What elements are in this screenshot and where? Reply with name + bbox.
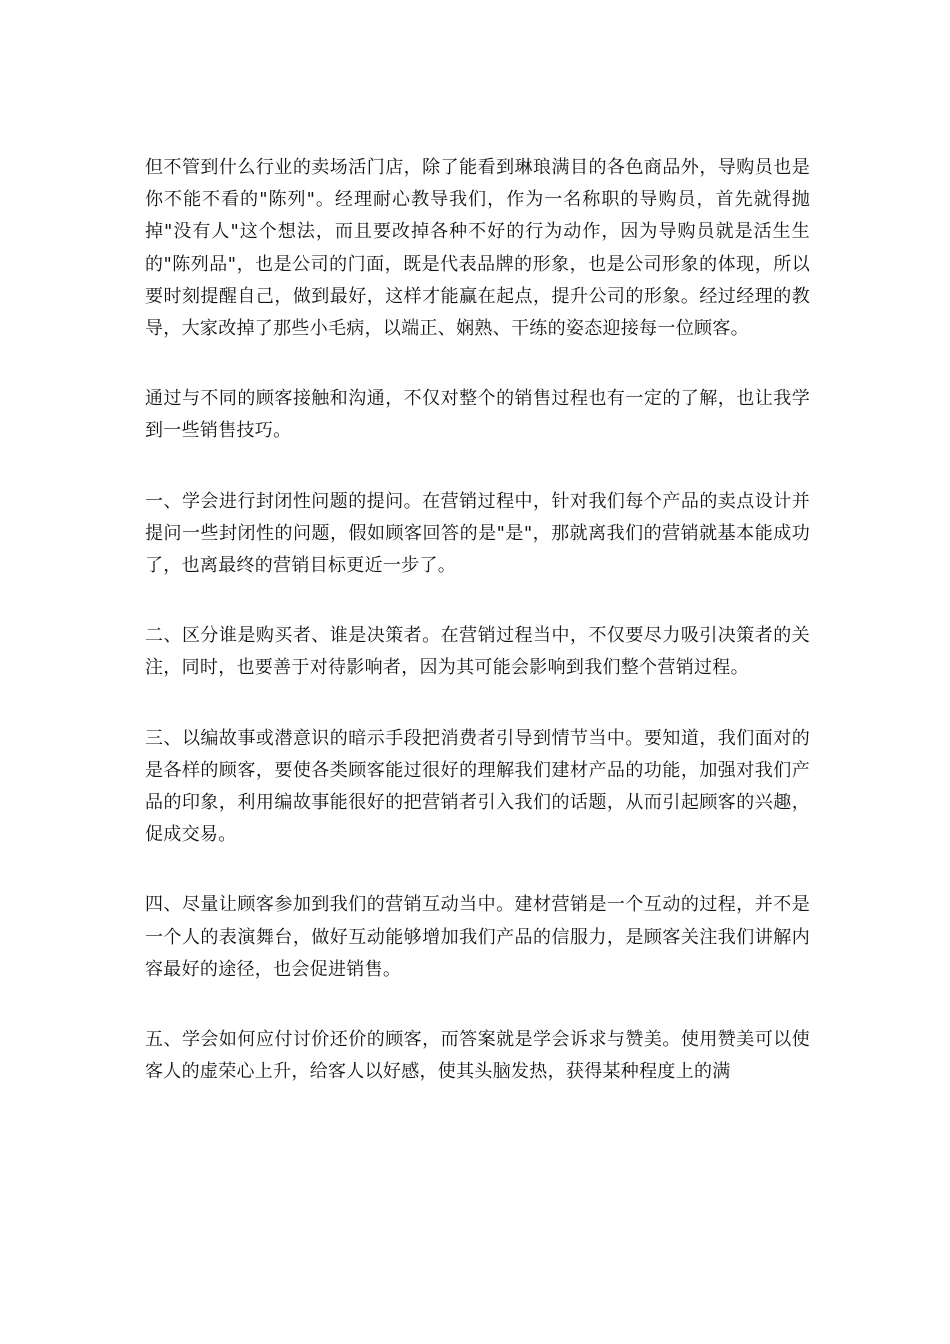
paragraph-skill-1: 一、学会进行封闭性问题的提问。在营销过程中，针对我们每个产品的卖点设计并提问一些封闭性的问题，假如顾客回答的是"是"，那就离我们的营销就基本能成功了，也离最终的营销目标更近一步了。 — [145, 490, 810, 577]
paragraph-skill-3: 三、以编故事或潜意识的暗示手段把消费者引导到情节当中。要知道，我们面对的是各样的顾客，要使各类顾客能过很好的理解我们建材产品的功能，加强对我们产品的印象，利用编故事能很好的把营销者引入我们的话题，从而引起顾客的兴趣，促成交易。 — [145, 727, 810, 846]
paragraph-salesperson-display: 但不管到什么行业的卖场活门店，除了能看到琳琅满目的各色商品外，导购员也是你不能不看的"陈列"。经理耐心教导我们，作为一名称职的导购员，首先就得抛掉"没有人"这个想法，而且要改掉各种不好的行为动作，因为导购员就是活生生的"陈列品"，也是公司的门面，既是代表品牌的形象，也是公司形象的体现，所以要时刻提醒自己，做到最好，这样才能赢在起点，提升公司的形象。经过经理的教导，大家改掉了那些小毛病，以端正、娴熟、干练的姿态迎接每一位顾客。 — [145, 157, 810, 340]
paragraph-sales-skills-intro: 通过与不同的顾客接触和沟通，不仅对整个的销售过程也有一定的了解，也让我学到一些销售技巧。 — [145, 388, 810, 442]
paragraph-skill-4: 四、尽量让顾客参加到我们的营销互动当中。建材营销是一个互动的过程，并不是一个人的表演舞台，做好互动能够增加我们产品的信服力，是顾客关注我们讲解内容最好的途径，也会促进销售。 — [145, 894, 810, 980]
paragraph-skill-5: 五、学会如何应付讨价还价的顾客，而答案就是学会诉求与赞美。使用赞美可以使客人的虚荣心上升，给客人以好感，使其头脑发热，获得某种程度上的满 — [145, 1029, 810, 1083]
paragraph-skill-2: 二、区分谁是购买者、谁是决策者。在营销过程当中，不仅要尽力吸引决策者的关注，同时，也要善于对待影响者，因为其可能会影响到我们整个营销过程。 — [145, 625, 810, 679]
document-body — [145, 152, 810, 1126]
